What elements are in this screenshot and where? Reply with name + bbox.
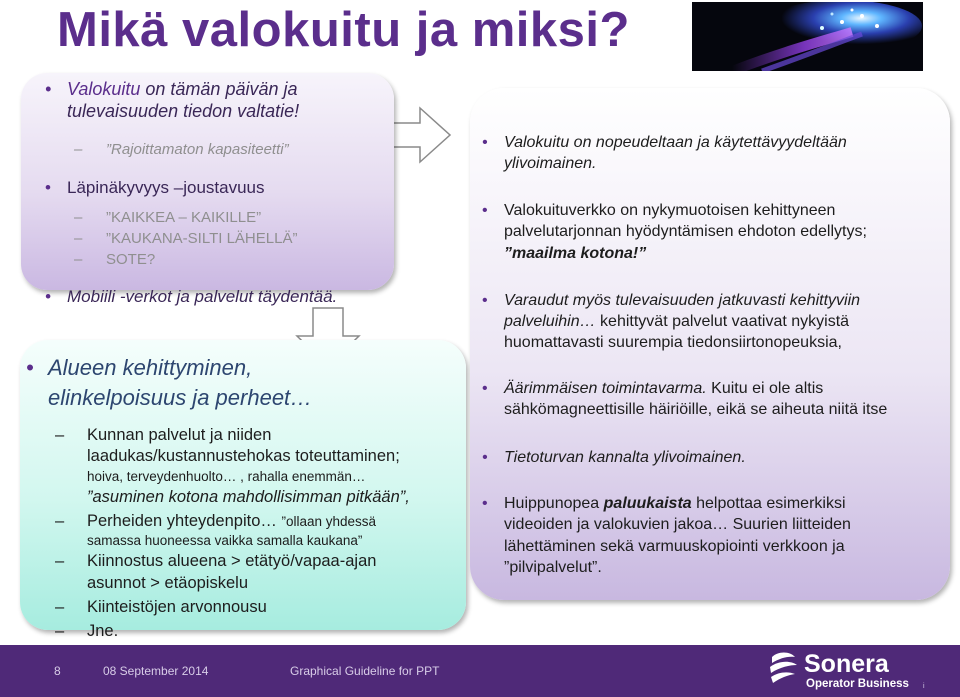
bullet-transparency: • Läpinäkyvyys –joustavuus xyxy=(67,178,265,198)
valokuitu-word: Valokuitu xyxy=(67,79,141,99)
heading-development-2: elinkelpoisuus ja perheet… xyxy=(48,385,313,410)
adv-upload-4: ”pilvipalvelut”. xyxy=(504,559,602,576)
sub-bullet-far-near: – ”KAUKANA-SILTI LÄHELLÄ” xyxy=(106,230,297,247)
fiber-optic-image xyxy=(692,2,923,71)
item-etc: – Jne. xyxy=(87,622,118,641)
adv-network-2: palvelutarjonnan hyödyntämisen ehdoton edellytys; xyxy=(504,223,867,240)
bullet-valokuitu-rest: on tämän päivän ja xyxy=(140,79,298,99)
adv-speed: • Valokuitu on nopeudeltaan ja käytettävyydeltään xyxy=(504,134,847,152)
adv-reliability xyxy=(504,380,823,398)
sub-bullet-capacity: – ”Rajoittamaton kapasiteetti” xyxy=(106,141,289,158)
family-contact-quote: ”ollaan yhdessä xyxy=(281,514,377,529)
bullet-mobile: • Mobiili -verkot ja palvelut täydentää. xyxy=(67,287,337,307)
right-arrow-icon xyxy=(388,106,452,164)
family-contact-text: Perheiden yhteydenpito… xyxy=(87,512,282,530)
adv-future xyxy=(504,292,860,310)
adv-future-text: Varaudut myös tulevaisuuden jatkuvasti kehittyviin xyxy=(504,292,861,309)
item-interest-area: – Kiinnostus alueena > etätyö/vapaa-ajan xyxy=(87,552,376,571)
footer-guideline: Graphical Guideline for PPT xyxy=(290,664,440,678)
item-municipal-services-2: laadukas/kustannustehokas toteuttaminen; xyxy=(87,447,400,465)
adv-upload-rest: helpottaa esimerkiksi xyxy=(691,495,846,512)
footer-date: 08 September 2014 xyxy=(103,664,209,678)
brand-logo: Sonera xyxy=(804,650,889,678)
item-municipal-services-3: hoiva, terveydenhuolto… , rahalla enemmän… xyxy=(87,469,366,484)
sub-bullet-everything: – ”KAIKKEA – KAIKILLE” xyxy=(106,209,261,226)
adv-speed-2: ylivoimainen. xyxy=(504,155,597,172)
sub-bullet-sote: – SOTE? xyxy=(106,251,155,268)
adv-future-services: palveluihin… xyxy=(504,313,596,330)
adv-upload-lead: Huippunopea xyxy=(504,495,604,512)
bullet-valokuitu-line2: tulevaisuuden tiedon valtatie! xyxy=(67,101,300,121)
adv-upload-bold: paluukaista xyxy=(603,495,692,512)
footer-mark: i xyxy=(923,683,925,690)
brand-subtitle: Operator Business xyxy=(806,678,909,690)
adv-future-3: huomattavasti suurempia tiedonsiirtonopeuksia, xyxy=(504,334,842,351)
adv-upload-2: videoiden ja valokuvien jakoa… Suurien liitteiden xyxy=(504,516,851,533)
sonera-pebble-icon xyxy=(768,651,798,685)
item-family-contact-2: samassa huoneessa vaikka samalla kaukana” xyxy=(87,533,363,548)
adv-reliability-lead: Äärimmäisen toimintavarma. xyxy=(504,380,707,397)
adv-future-2 xyxy=(504,313,849,331)
adv-network: • Valokuituverkko on nykymuotoisen kehittyneen xyxy=(504,202,835,220)
adv-security: • Tietoturvan kannalta ylivoimainen. xyxy=(504,449,746,467)
bullet-valokuitu xyxy=(67,79,298,100)
item-property-value: – Kiinteistöjen arvonnousu xyxy=(87,598,267,617)
item-municipal-services-4: ”asuminen kotona mahdollisimman pitkään”, xyxy=(87,488,410,506)
adv-reliability-2: sähkömagneettisille häiriöille, eikä se aiheuta niitä itse xyxy=(504,401,888,418)
page-title: Mikä valokuitu ja miksi? xyxy=(57,3,630,57)
heading-development-1: • Alueen kehittyminen, xyxy=(48,355,252,381)
item-family-contact xyxy=(87,512,376,531)
adv-upload-3: lähettäminen sekä varmuuskopiointi verkkoon ja xyxy=(504,538,845,555)
item-municipal-services: – Kunnan palvelut ja niiden xyxy=(87,426,271,445)
adv-reliability-rest: Kuitu ei ole altis xyxy=(706,380,824,397)
adv-future-rest: kehittyvät palvelut vaativat nykyistä xyxy=(595,313,850,330)
adv-upload xyxy=(504,495,846,513)
fiber-optic-glow-icon xyxy=(692,2,923,71)
page-number: 8 xyxy=(54,664,61,678)
adv-network-3: ”maailma kotona!” xyxy=(504,245,647,262)
item-interest-area-2: asunnot > etäopiskelu xyxy=(87,574,248,592)
